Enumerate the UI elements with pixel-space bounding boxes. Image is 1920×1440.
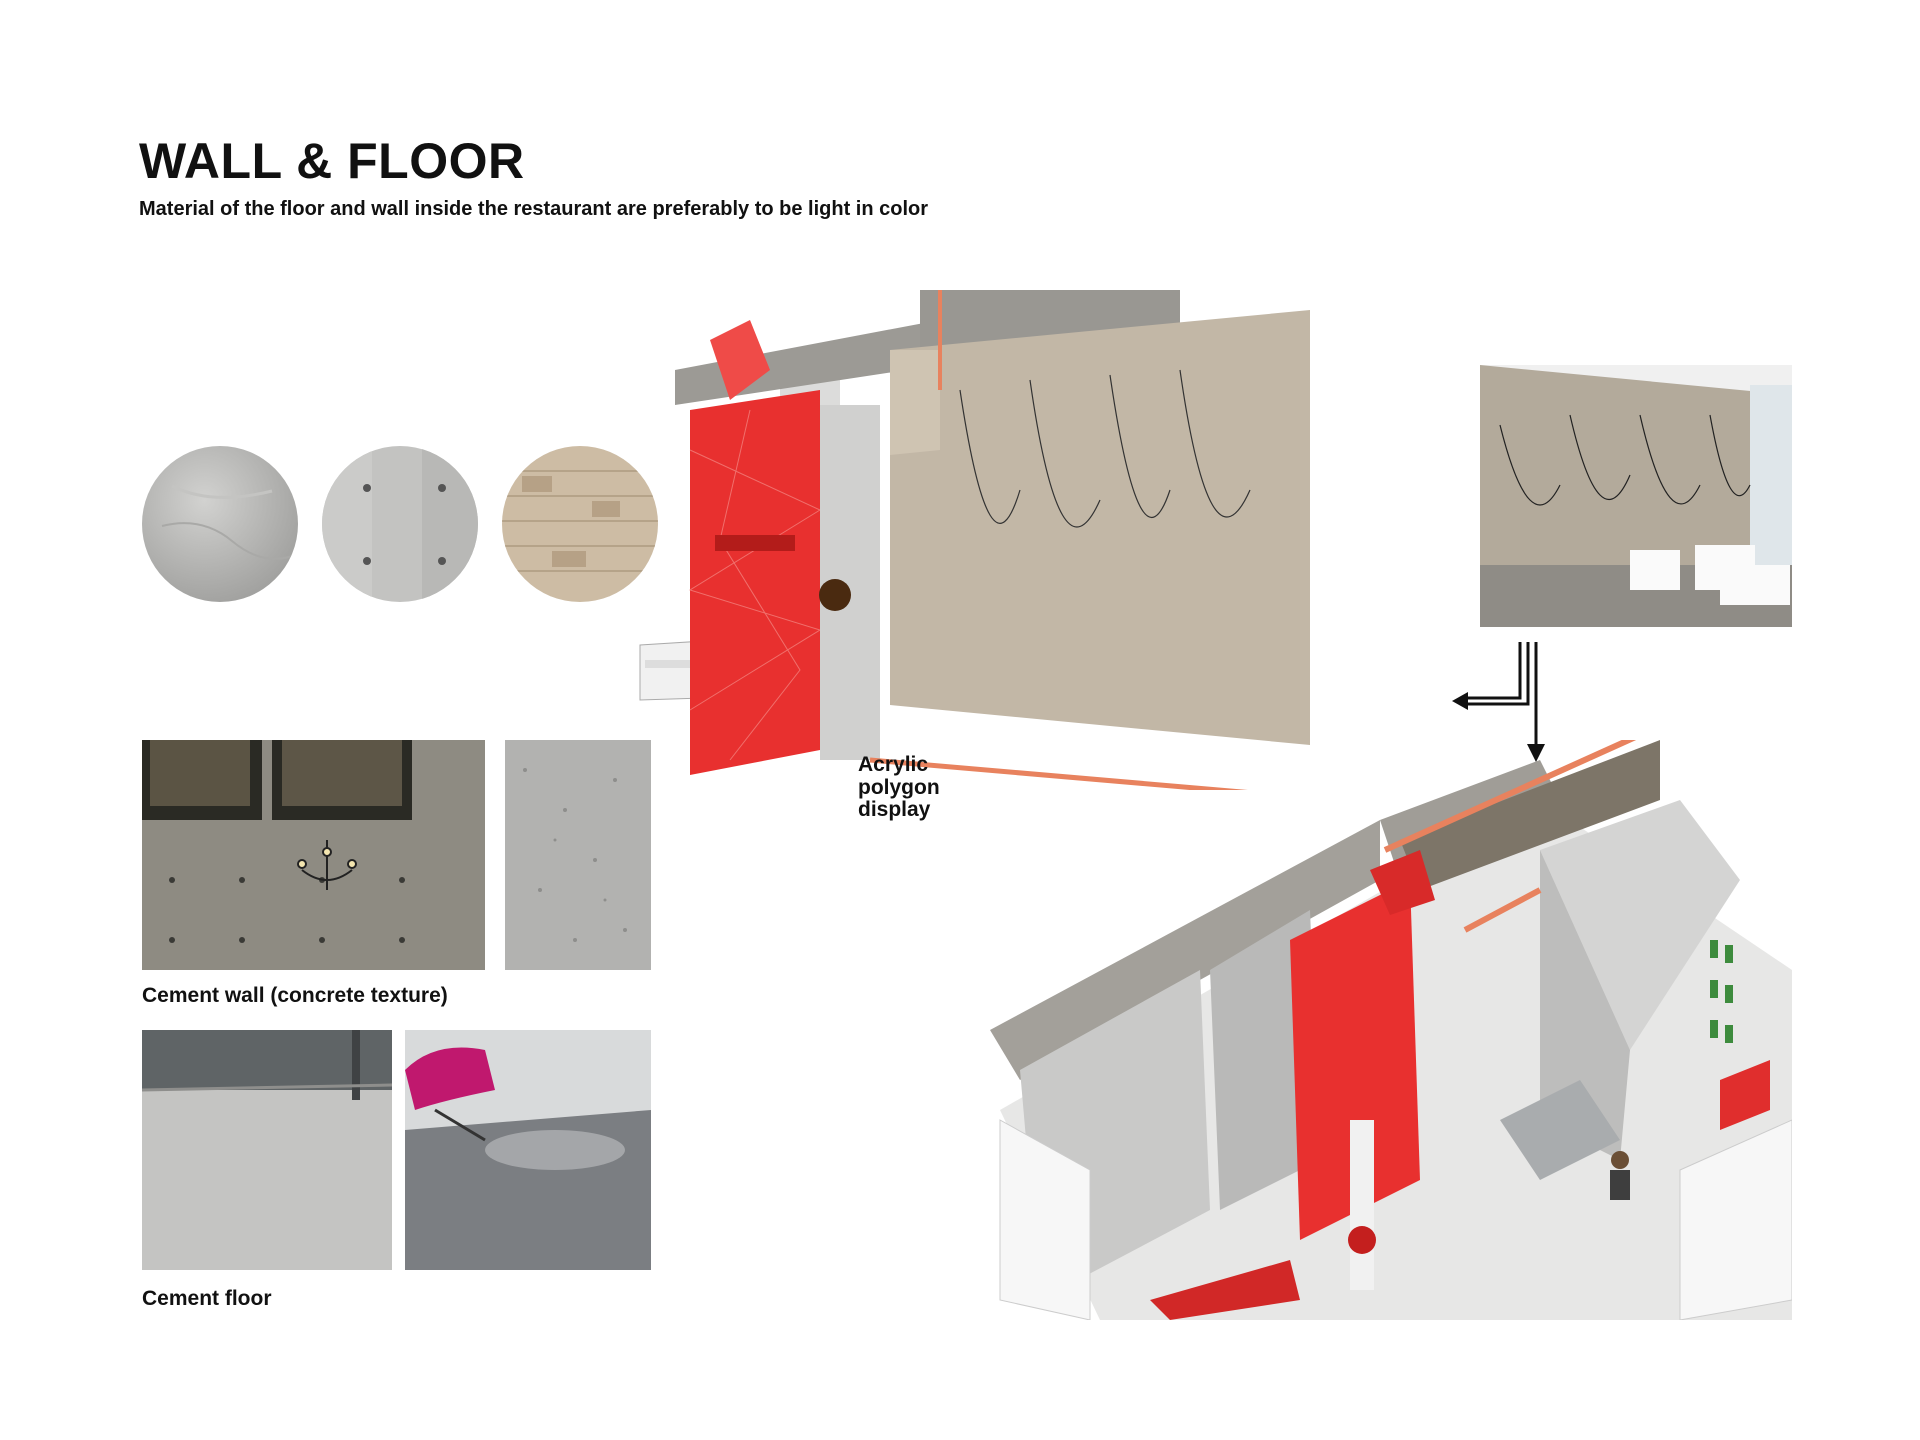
left-arrow-icon xyxy=(1460,642,1520,698)
cement-wall-photo xyxy=(142,740,485,970)
acrylic-caption-line2: polygon xyxy=(858,775,940,799)
wall-emblem-icon xyxy=(819,579,851,611)
axonometric-render xyxy=(980,740,1792,1320)
cement-floor-interior-photo xyxy=(405,1030,651,1270)
page-subtitle: Material of the floor and wall inside the restaurant are preferably to be light in color xyxy=(139,198,929,220)
person-icon xyxy=(1611,1151,1629,1169)
acrylic-caption-line3: display xyxy=(858,798,931,822)
wall-elevation-render xyxy=(630,290,1450,790)
reference-interior-photo xyxy=(1480,365,1792,627)
cement-floor-photo xyxy=(142,1030,392,1270)
cement-wall-caption: Cement wall (concrete texture) xyxy=(142,984,448,1007)
acrylic-polygon-panel xyxy=(690,390,820,775)
acrylic-caption-line1: Acrylic xyxy=(858,753,929,776)
acrylic-caption xyxy=(858,754,940,822)
cement-floor-caption: Cement floor xyxy=(142,1287,272,1310)
smooth-concrete-swatch xyxy=(142,446,298,602)
formed-concrete-swatch xyxy=(322,446,478,602)
page-title: WALL & FLOOR xyxy=(139,133,525,189)
